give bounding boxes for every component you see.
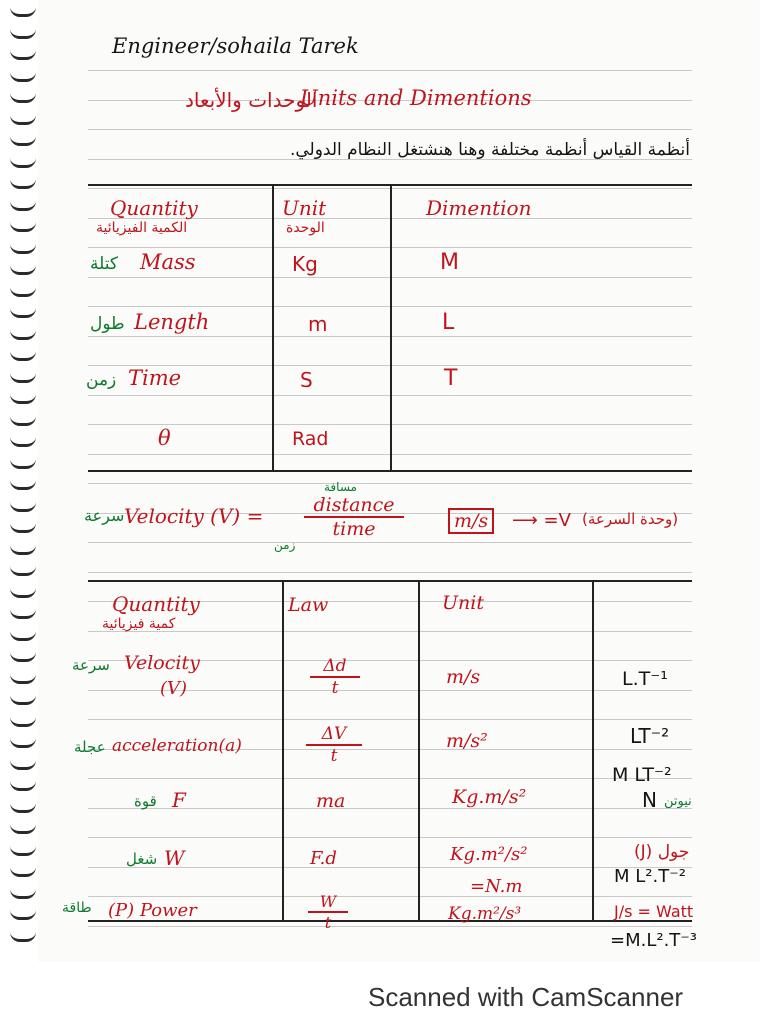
t2-force-dim: M LT⁻²	[612, 764, 672, 786]
spiral-ring	[10, 307, 36, 318]
spiral-ring	[10, 135, 36, 146]
t2-power-dim: J/s = Watt	[614, 902, 694, 921]
t2-power-law-den: t	[324, 913, 332, 932]
t2-work-dim2: M L².T⁻²	[614, 866, 686, 887]
t2-force-ar: قوة	[134, 792, 157, 810]
spiral-ring	[10, 694, 36, 705]
ruled-line	[88, 70, 692, 71]
t2-accel-unit: m/s²	[446, 730, 488, 752]
spiral-ring	[10, 565, 36, 576]
t2-power-law-num: W	[308, 892, 348, 913]
ruled-line	[88, 542, 692, 543]
spiral-ring	[10, 458, 36, 469]
t2-power-law	[308, 892, 348, 932]
t2-accel-quantity: acceleration(a)	[112, 736, 242, 756]
velocity-denominator: time	[332, 518, 376, 540]
t2-power-dim2: =M.L².T⁻³	[610, 930, 698, 951]
spiral-ring	[10, 6, 36, 17]
spiral-ring	[10, 630, 36, 641]
spiral-ring	[10, 845, 36, 856]
spiral-ring	[10, 243, 36, 254]
ruled-line	[88, 778, 692, 779]
author-name: Engineer/sohaila Tarek	[112, 34, 359, 58]
spiral-ring	[10, 436, 36, 447]
t2-work-unit2: =N.m	[470, 876, 523, 897]
t2-work-quantity: W	[164, 846, 185, 870]
spiral-ring	[10, 673, 36, 684]
spiral-ring	[10, 501, 36, 512]
t2-velocity-law-den: t	[331, 678, 339, 698]
table1-header-quantity: Quantity	[110, 196, 198, 220]
spiral-ring	[10, 49, 36, 60]
row-mass-quantity: Mass	[140, 250, 196, 274]
spiral-ring	[10, 651, 36, 662]
t2-power-unit: Kg.m²/s³	[448, 904, 522, 924]
spiral-ring	[10, 479, 36, 490]
t2-velocity-quantity-sub: (V)	[160, 678, 188, 699]
t2-velocity-quantity: Velocity	[124, 652, 200, 674]
spiral-binding	[0, 0, 40, 962]
velocity-numerator: distance	[304, 494, 404, 518]
velocity-unit-box: m/s	[448, 508, 494, 534]
ruled-line	[88, 483, 692, 484]
spiral-ring	[10, 802, 36, 813]
spiral-ring	[10, 200, 36, 211]
table1-header-unit: Unit	[282, 196, 327, 220]
spiral-ring	[10, 587, 36, 598]
spiral-ring	[10, 372, 36, 383]
spiral-ring	[10, 393, 36, 404]
spiral-ring	[10, 522, 36, 533]
row-angle-quantity: θ	[158, 426, 171, 450]
spiral-ring	[10, 286, 36, 297]
ruled-line	[88, 896, 692, 897]
velocity-fraction	[304, 494, 404, 540]
spiral-ring	[10, 888, 36, 899]
row-time-unit: S	[300, 368, 313, 392]
velocity-note-ar: (وحدة السرعة)	[582, 510, 679, 528]
velocity-label: Velocity (V) =	[124, 504, 264, 528]
row-mass-unit: Kg	[292, 252, 318, 276]
row-time-quantity: Time	[128, 366, 182, 390]
spiral-ring	[10, 780, 36, 791]
table1-bottom-border	[88, 470, 692, 472]
spiral-ring	[10, 931, 36, 942]
spiral-ring	[10, 157, 36, 168]
table2-header-quantity-ar: كمية فيزيائية	[102, 616, 176, 632]
ruled-line	[88, 719, 692, 720]
table1-divider-1	[272, 184, 274, 470]
table2-divider-2	[418, 580, 420, 920]
table1-header-quantity-ar: الكمية الفيزيائية	[96, 220, 188, 236]
velocity-arrow: ⟶ =V	[512, 510, 571, 531]
ruled-line	[88, 572, 692, 573]
spiral-ring	[10, 823, 36, 834]
t2-velocity-law	[310, 656, 360, 698]
t2-power-quantity: (P) Power	[108, 900, 197, 921]
row-length-unit: m	[308, 312, 328, 336]
ruled-line	[88, 926, 692, 927]
row-length-ar: طول	[90, 314, 125, 334]
camscanner-watermark: Scanned with CamScanner	[368, 982, 684, 1012]
spiral-ring	[10, 28, 36, 39]
spiral-ring	[10, 114, 36, 125]
ruled-line	[88, 837, 692, 838]
table2-header-law: Law	[288, 594, 329, 616]
spiral-ring	[10, 71, 36, 82]
spiral-ring	[10, 178, 36, 189]
spiral-ring	[10, 329, 36, 340]
t2-force-dim2: N	[642, 788, 657, 812]
spiral-ring	[10, 759, 36, 770]
spiral-ring	[10, 92, 36, 103]
t2-accel-dim: LT⁻²	[630, 724, 670, 748]
spiral-ring	[10, 221, 36, 232]
t2-velocity-law-num: Δd	[310, 656, 360, 678]
intro-arabic: أنظمة القياس أنظمة مختلفة وهنا هنشتغل النظام الدولي.	[289, 140, 690, 160]
t2-velocity-unit: m/s	[446, 666, 481, 688]
spiral-ring	[10, 544, 36, 555]
t2-accel-law-num: ΔV	[306, 724, 362, 746]
t2-accel-law	[306, 724, 362, 766]
row-length-quantity: Length	[134, 310, 210, 334]
velocity-num-ar: مسافة	[324, 480, 357, 494]
table2-header-quantity: Quantity	[112, 592, 200, 616]
row-time-ar: زمن	[86, 370, 117, 390]
t2-accel-ar: عجلة	[74, 738, 106, 756]
row-length-dimension: L	[442, 310, 455, 335]
table2-divider-3	[592, 580, 594, 920]
t2-work-unit: Kg.m²/s²	[450, 844, 528, 865]
spiral-ring	[10, 415, 36, 426]
table2-top-border	[88, 580, 692, 582]
t2-velocity-dim: L.T⁻¹	[622, 668, 668, 690]
table1-divider-2	[390, 184, 392, 470]
row-angle-unit: Rad	[292, 428, 329, 450]
title-english: Units and Dimentions	[300, 86, 532, 110]
table1-header-dimension: Dimention	[426, 196, 532, 220]
t2-power-ar: طاقة	[62, 900, 92, 916]
t2-work-law: F.d	[310, 848, 337, 869]
table2-header-unit: Unit	[442, 592, 484, 614]
t2-accel-law-den: t	[330, 746, 338, 766]
table2-divider-1	[282, 580, 284, 920]
ruled-line	[88, 631, 692, 632]
spiral-ring	[10, 264, 36, 275]
title-arabic: الوحدات والأبعاد	[185, 88, 318, 112]
spiral-ring	[10, 866, 36, 877]
velocity-ar: سرعة	[84, 506, 125, 525]
spiral-ring	[10, 608, 36, 619]
table1-header-unit-ar: الوحدة	[286, 220, 325, 236]
t2-force-unit: Kg.m/s²	[452, 786, 527, 808]
t2-force-quantity: F	[172, 788, 186, 812]
spiral-ring	[10, 909, 36, 920]
spiral-ring	[10, 350, 36, 361]
velocity-den-ar: زمن	[274, 538, 296, 552]
t2-work-ar: شغل	[126, 850, 158, 868]
spiral-ring	[10, 737, 36, 748]
row-mass-ar: كتلة	[90, 254, 118, 274]
t2-velocity-ar: سرعة	[72, 656, 110, 674]
t2-work-dim: (J) جول	[634, 842, 690, 862]
ruled-line	[88, 129, 692, 130]
spiral-ring	[10, 716, 36, 727]
row-mass-dimension: M	[440, 250, 459, 275]
t2-force-dim2-ar: نيوتن	[664, 794, 692, 809]
t2-force-law: ma	[316, 790, 346, 812]
row-time-dimension: T	[444, 366, 458, 391]
